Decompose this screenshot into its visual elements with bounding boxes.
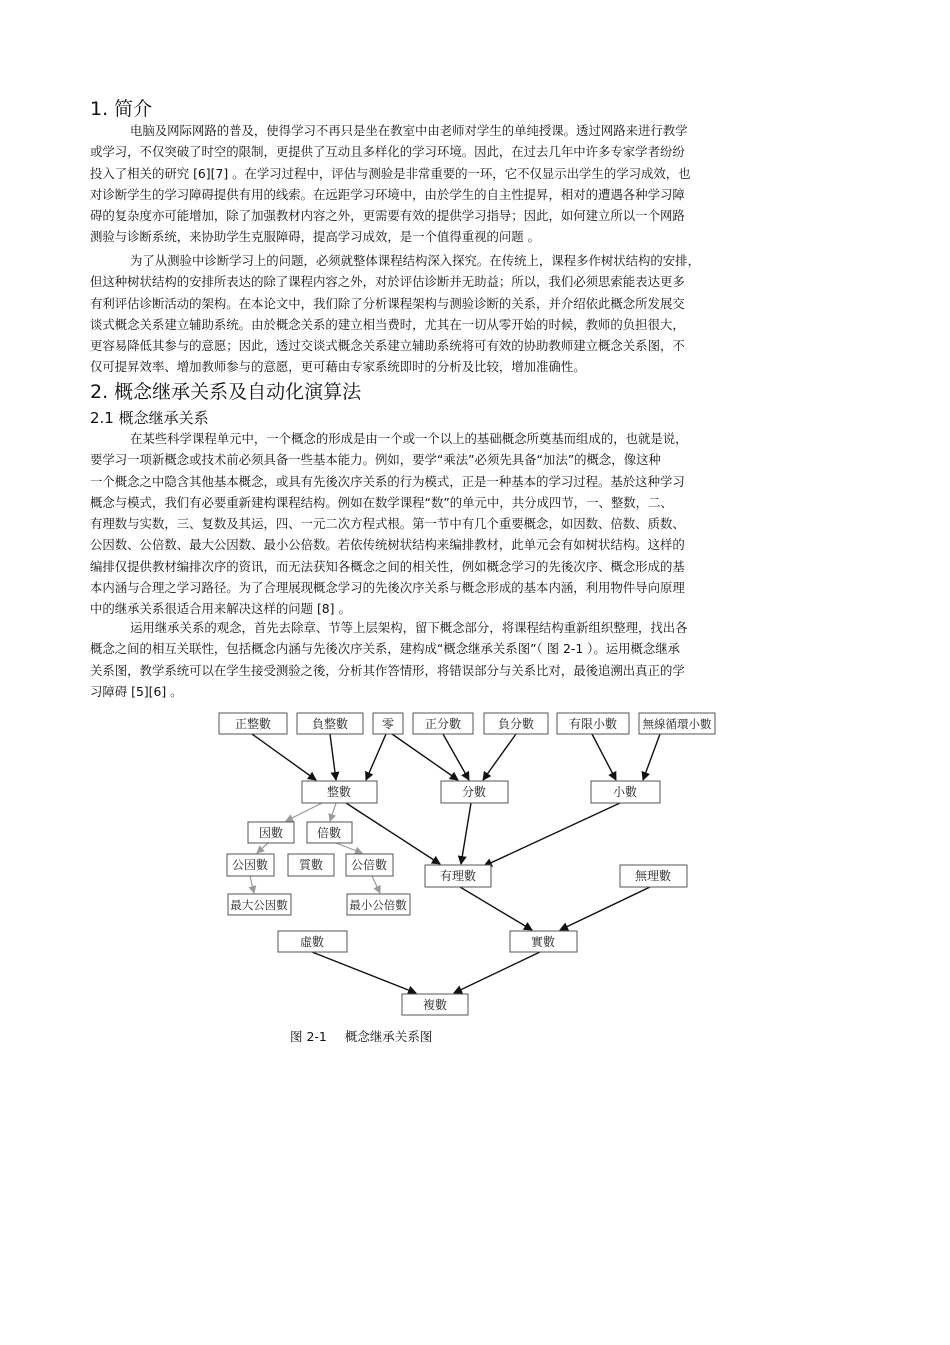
node-factor [248, 822, 294, 843]
edge-n20-n22 [312, 952, 416, 993]
node-label: 因數 [258, 826, 284, 840]
edge-n6-n10 [592, 734, 616, 780]
edge-n21-n22 [454, 952, 540, 993]
node-label: 有理數 [439, 869, 477, 883]
edge-n12-n15 [336, 843, 362, 853]
text-line: 测验与诊断系统，来协助学生克服障碍，提高学习成效，是一个值得重视的问题 。 [90, 229, 541, 245]
node-label: 正分數 [424, 717, 462, 731]
node-label: 公倍數 [350, 858, 388, 872]
node-lcm [347, 894, 410, 915]
edge-n2-n8 [330, 734, 336, 780]
text-line: 公因数、公倍数、最大公因数、最小公倍数。若依传统树状结构来编排教材，此单元会有如树状结构。这样的 [90, 537, 685, 553]
node-label: 無線循環小數 [642, 717, 712, 731]
node-label: 虛數 [299, 935, 325, 949]
text-line: 谈式概念关系建立辅助系统。由於概念关系的建立相当费时，尤其在一切从零开始的时候，教师的负担很大， [90, 316, 685, 332]
section-heading-intro: 1. 简介 [90, 98, 153, 120]
edge-n8-n11 [286, 803, 322, 821]
paragraph-3 [90, 428, 770, 620]
edge-n5-n9 [483, 734, 516, 780]
node-label: 負整數 [311, 717, 349, 731]
node-multiple [307, 822, 352, 843]
text-line: 碍的复杂度亦可能增加，除了加强教材内容之外，更需要有效的提供学习指导；因此，如何建立所以一个网路 [90, 208, 685, 224]
text-line: 有理数与实数，三、复数及其运，四、一元二次方程式根。第一节中有几个重要概念，如因数、倍数、质数、 [90, 516, 685, 532]
node-label: 無理數 [634, 869, 672, 883]
text-line: 本内涵与合理之学习路径。为了合理展现概念学习的先後次序关系与概念形成的基本内涵，利用物件导向原理 [90, 580, 685, 596]
figure-caption-text: 概念继承关系图 [344, 1029, 433, 1044]
node-gcd [228, 894, 291, 915]
section-heading-concept: 2. 概念继承关系及自动化演算法 [90, 381, 362, 403]
node-repeating-decimal [639, 713, 715, 734]
node-complex [402, 994, 468, 1015]
text-line: 投入了相关的研究 [6][7] 。在学习过程中，评估与测验是非常重要的一环，它不仅显示出学生的学习成效，也 [90, 165, 691, 181]
node-imaginary [278, 931, 347, 952]
node-label: 實數 [530, 935, 556, 949]
node-positive-fraction [413, 713, 473, 734]
node-label: 分數 [461, 785, 487, 799]
text-line: 但这种树状结构的安排所表达的除了课程内容之外，对於评估诊断并无助益；所以，我们必须思索能表达更多 [90, 274, 685, 290]
node-finite-decimal [557, 713, 629, 734]
text-line: 要学习一项新概念或技术前必须具备一些基本能力。例如，要学“乘法”必须先具备“加法”的概念，像这种 [90, 452, 661, 468]
node-rational [425, 865, 491, 887]
edge-n17-n21 [560, 887, 650, 930]
text-line: 编排仅提供教材编排次序的资讯，而无法获知各概念之间的相关性，例如概念学习的先後次序、概念形成的基 [90, 558, 685, 574]
text-line: 关系图，教学系统可以在学生接受测验之後，分析其作答情形，将错误部分与关系比对，最後追溯出真正的学 [90, 662, 685, 678]
node-label: 零 [381, 717, 395, 731]
paragraph-1 [90, 120, 770, 248]
node-negative-fraction [484, 713, 548, 734]
node-label: 最大公因數 [230, 898, 288, 912]
edge-n11-n13 [257, 843, 268, 853]
text-line: 运用继承关系的观念，首先去除章、节等上层架构，留下概念部分，将课程结构重新组织整理，找出各 [130, 620, 688, 635]
text-line: 有利评估诊断活动的架构。在本论文中，我们除了分析课程架构与测验诊断的关系，并介绍依此概念所发展交 [90, 295, 685, 311]
node-positive-integer [219, 713, 287, 734]
node-label: 質數 [298, 858, 324, 872]
subsection-heading: 2.1 概念继承关系 [90, 409, 209, 427]
node-label: 公因數 [231, 858, 269, 872]
text-line: 对诊断学生的学习障碍提供有用的线索。在远距学习环境中，由於学生的自主性提昇，相对的遭遇各种学习障 [90, 186, 685, 202]
text-line: 概念与模式，我们有必要重新建构课程结构。例如在数学课程“数”的单元中，共分成四节，一、整数，二、 [90, 494, 673, 510]
edge-n3-n8 [366, 734, 386, 780]
text-line: 电脑及网际网路的普及，使得学习不再只是坐在教室中由老师对学生的单纯授课。透过网路来进行教学 [130, 123, 688, 138]
text-line: 更容易降低其参与的意愿；因此，透过交谈式概念关系建立辅助系统将可有效的协助教师建立概念关系图，不 [90, 338, 685, 354]
text-line: 在某些科学课程单元中，一个概念的形成是由一个或一个以上的基础概念所奠基而组成的，也就是说， [130, 431, 688, 446]
node-fraction [441, 781, 508, 803]
edge-n15-n19 [372, 876, 380, 893]
node-label: 負分數 [497, 717, 535, 731]
paragraph-4 [90, 617, 770, 702]
text-line: 一个概念之中隐含其他基本概念，或具有先後次序关系的行为模式，正是一种基本的学习过程。基於这种学习 [90, 473, 685, 489]
edge-n8-n12 [330, 803, 336, 821]
node-common-factor [227, 854, 274, 876]
node-decimal [591, 781, 660, 803]
text-line: 概念之间的相互关联性，包括概念内涵与先後次序关系，建构成“概念继承关系图”（ 图 2-1 ）。运用概念继承 [90, 641, 681, 657]
text-line: 为了从测验中诊断学习上的问题，必须就整体课程结构深入探究。在传统上，课程多作树状结构的安排， [130, 253, 700, 268]
node-label: 正整數 [234, 717, 272, 731]
node-common-multiple [346, 854, 393, 876]
node-real [510, 931, 577, 952]
edge-n9-n16 [461, 803, 471, 864]
node-label: 有限小數 [568, 717, 618, 731]
text-line: 中的继承关系很适合用来解决这样的问题 [8] 。 [90, 601, 351, 617]
edge-n10-n16 [484, 803, 620, 866]
concept-inheritance-diagram [0, 700, 950, 1020]
edge-n1-n8 [252, 734, 316, 780]
text-line: 仅可提昇效率、增加教师参与的意愿，更可藉由专家系统即时的分析及比较，增加准确性。 [90, 359, 586, 375]
edge-n16-n21 [460, 887, 532, 930]
text-line: 习障碍 [5][6] 。 [90, 683, 183, 699]
edge-n7-n10 [643, 734, 660, 780]
node-label: 倍數 [316, 826, 342, 840]
figure-caption-label: 图 2-1 [290, 1029, 327, 1044]
figure-caption [290, 1027, 432, 1045]
paragraph-2 [90, 250, 770, 378]
node-negative-integer [297, 713, 363, 734]
node-prime [288, 854, 334, 876]
node-irrational [620, 865, 687, 887]
text-line: 或学习，不仅突破了时空的限制，更提供了互动且多样化的学习环境。因此，在过去几年中许多专家学者纷纷 [90, 144, 685, 160]
node-zero [373, 713, 403, 734]
node-label: 複數 [422, 998, 448, 1012]
edge-n13-n18 [250, 876, 254, 893]
node-label: 整數 [326, 785, 352, 799]
node-label: 小數 [612, 785, 638, 799]
edge-n3-n9 [392, 734, 458, 780]
node-label: 最小公倍數 [349, 898, 407, 912]
node-integer [302, 781, 377, 803]
